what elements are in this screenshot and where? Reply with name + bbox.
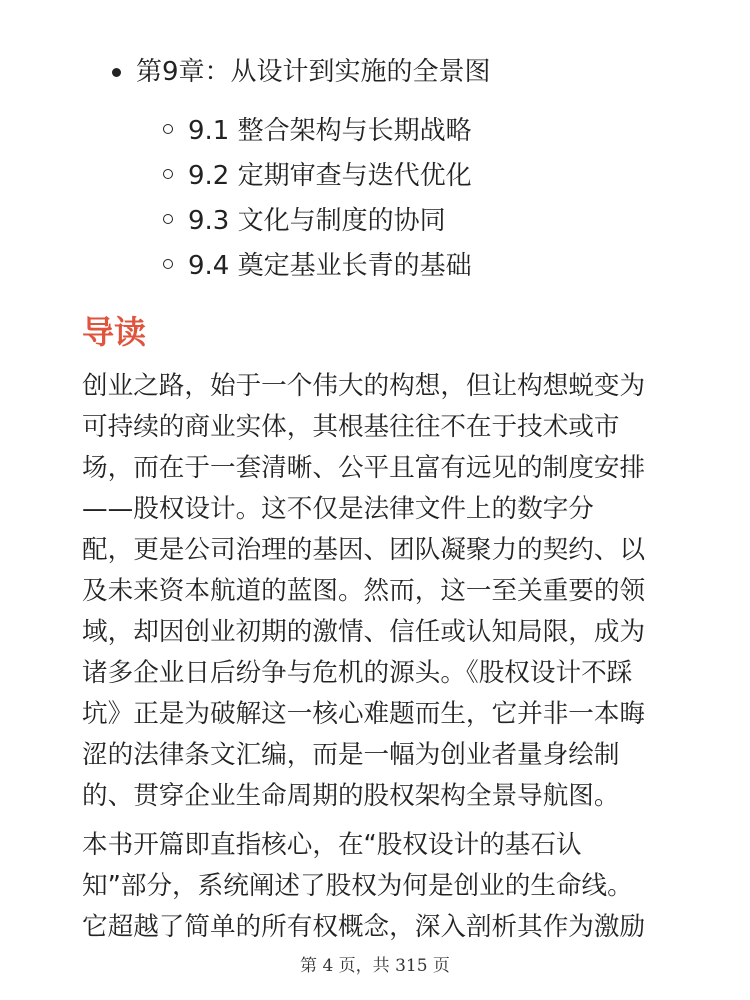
- text-line: 坑》正是为破解这一核心难题而生，它并非一本晦: [82, 699, 646, 729]
- toc-section-item: [163, 196, 472, 241]
- text-line: 本书开篇即直指核心，在“股权设计的基石认: [82, 830, 582, 860]
- intro-heading: 导读: [82, 313, 147, 351]
- text-line: 可持续的商业实体，其根基往往不在于技术或市: [82, 412, 620, 442]
- bullet-circle-icon: [163, 259, 173, 269]
- intro-paragraph-2: [82, 825, 645, 948]
- text-line: 场，而在于一套清晰、公平且富有远见的制度安排: [82, 453, 646, 483]
- toc-section-item: [163, 106, 472, 151]
- toc-section-title: 9.1 整合架构与长期战略: [188, 116, 472, 146]
- text-line: 涩的法律条文汇编，而是一幅为创业者量身绘制: [82, 740, 620, 770]
- bullet-disc-icon: [112, 68, 121, 77]
- toc-section-item: [163, 241, 472, 286]
- bullet-circle-icon: [163, 214, 173, 224]
- text-line: 及未来资本航道的蓝图。然而，这一至关重要的领: [82, 576, 646, 606]
- text-line: 诸多企业日后纷争与危机的源头。《股权设计不踩: [82, 658, 633, 688]
- text-line: 创业之路，始于一个伟大的构想，但让构想蜕变为: [82, 371, 646, 401]
- toc-section-title: 9.2 定期审查与迭代优化: [188, 161, 472, 191]
- bullet-circle-icon: [163, 124, 173, 134]
- text-line: 的、贯穿企业生命周期的股权架构全景导航图。: [82, 781, 620, 811]
- toc-chapter-item: [112, 52, 491, 92]
- text-line: 域，却因创业初期的激情、信任或认知局限，成为: [82, 617, 646, 647]
- toc-section-title: 9.3 文化与制度的协同: [188, 206, 446, 236]
- bullet-circle-icon: [163, 169, 173, 179]
- text-line: 知”部分，系统阐述了股权为何是创业的生命线。: [82, 871, 633, 901]
- text-line: 它超越了简单的所有权概念，深入剖析其作为激励: [82, 912, 646, 942]
- toc-chapter-title: 第9章：从设计到实施的全景图: [136, 57, 491, 87]
- toc-section-title: 9.4 奠定基业长青的基础: [188, 251, 472, 281]
- page-number-footer: 第 4 页，共 315 页: [300, 956, 450, 976]
- intro-paragraph-1: [82, 366, 645, 817]
- toc-section-list: [163, 106, 472, 286]
- toc-section-item: [163, 151, 472, 196]
- text-line: ——股权设计。这不仅是法律文件上的数字分: [82, 494, 594, 524]
- text-line: 配，更是公司治理的基因、团队凝聚力的契约、以: [82, 535, 646, 565]
